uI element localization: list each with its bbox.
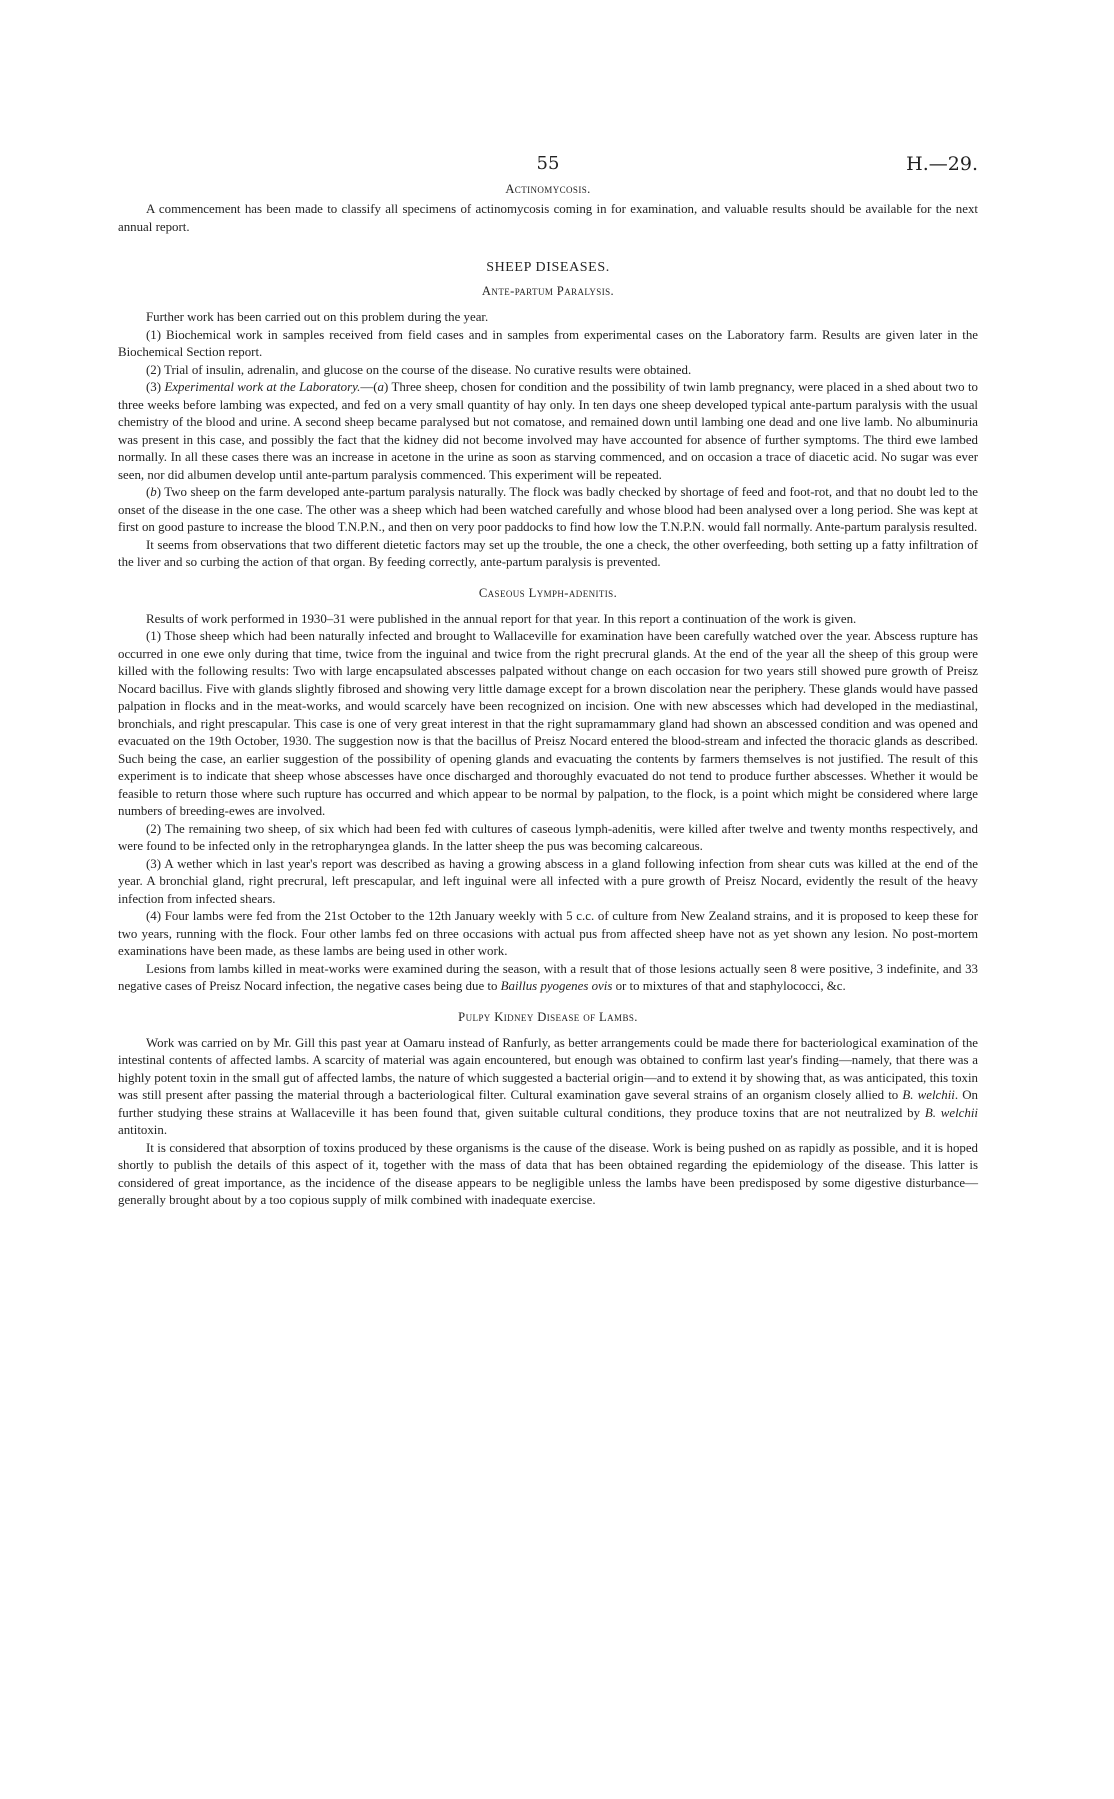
paragraph: It seems from observations that two different dietetic factors may set up the trouble, the one a check, the other overfeeding, both setting up a fatty infiltration of the liver and so curbing the action of that organ. By feeding correctly, ante-partum paralysis is prevented. [118, 537, 978, 569]
document-reference: H.—29. [906, 153, 978, 175]
paragraph: (2) The remaining two sheep, of six which had been fed with cultures of caseous lymph-adenitis, were killed after twelve and twenty months respectively, and were found to be infected only in the retropharyngea glands. In the latter sheep the pus was becoming calcareous. [118, 821, 978, 853]
page-header [118, 150, 978, 178]
paragraph: (1) Those sheep which had been naturally infected and brought to Wallaceville for examination have been carefully watched over the year. Abscess rupture has occurred in one ewe only during that time, twice from the inguinal and twice from the right precrural glands. At the end of the year all the sheep of this group were killed with the following results: Two with large encapsulated abscesses palpated without change on each occasion for two years still showed pure growth of Preisz Nocard bacillus. Five with glands slightly fibrosed and showing very little damage except for a brown discolation near the periphery. These glands would have passed palpation in flocks and in the meat-works, and would scarcely have been recognized on incision. One with new abscesses which had developed in the mediastinal, bronchials, and right prescapular. This case is one of very great interest in that the right supramammary gland had shown an abscessed condition and was opened and evacuated on the 19th October, 1930. The suggestion now is that the bacillus of Preisz Nocard entered the blood-stream and infected the thoracic glands as described. Such being the case, an earlier suggestion of the possibility of opening glands and evacuating the contents by farmers themselves is not justified. The result of this experiment is to indicate that sheep whose abscesses have once discharged and thoroughly evacuated do not tend to produce further abscesses. Whether it would be feasible to return those where such rupture has occurred and which appear to be normal by palpation, to the flock, is a point which might be considered where large numbers of breeding-ewes are involved. [118, 629, 978, 818]
paragraph: Lesions from lambs killed in meat-works were examined during the season, with a result that of those lesions actually seen 8 were positive, 3 indefinite, and 33 negative cases of Preisz Nocard infection, the negative cases being due to Baillus pyogenes ovis or to mixtures of that and staphylococci, &c. [118, 961, 978, 993]
section-heading-actinomycosis: Actinomycosis. [505, 182, 591, 196]
italic-text: Experimental work at the Laboratory. [164, 380, 361, 394]
paragraph: Further work has been carried out on this problem during the year. [146, 310, 489, 324]
section-heading-pulpy-kidney: Pulpy Kidney Disease of Lambs. [458, 1009, 638, 1024]
paragraph: (1) Biochemical work in samples received from field cases and in samples from experimental cases on the Laboratory farm. Results are given later in the Biochemical Section report. [118, 327, 978, 359]
section-heading-sheep-diseases: SHEEP DISEASES. [486, 260, 610, 275]
paragraph: (b) Two sheep on the farm developed ante-partum paralysis naturally. The flock was badly checked by shortage of feed and foot-rot, and that no doubt led to the onset of the disease in the one case. The other was a sheep which had been watched carefully and whose blood had been analysed over a long period. She was kept at first on good pasture to increase the blood T.N.P.N., and then on very poor paddocks to find how low the T.N.P.N. would fall normally. Ante-partum paralysis resulted. [118, 485, 978, 534]
paragraph: (4) Four lambs were fed from the 21st October to the 12th January weekly with 5 c.c. of culture from New Zealand strains, and it is proposed to keep these for two years, running with the flock. Four other lambs fed on three occasions with actual pus from affected sheep have not as yet shown any lesion. No post-mortem examinations have been made, as these lambs are being used in other work. [118, 909, 978, 958]
page-number: 55 [536, 153, 560, 174]
italic-text: Baillus pyogenes ovis [500, 979, 613, 993]
document-page [118, 150, 978, 1210]
paragraph: It is considered that absorption of toxins produced by these organisms is the cause of the disease. Work is being pushed on as rapidly as possible, and it is hoped shortly to publish the details of this aspect of it, together with the mass of data that has been obtained regarding the epidemiology of the disease. This latter is considered of great importance, as the incidence of the disease appears to be negligible unless the lambs have been predisposed by some digestive disturbance—generally brought about by a too copious supply of milk combined with inadequate exercise. [118, 1140, 978, 1207]
paragraph: A commencement has been made to classify all specimens of actinomycosis coming in for examination, and valuable results should be available for the next annual report. [118, 202, 978, 234]
paragraph: (3) A wether which in last year's report was described as having a growing abscess in a gland following infection from shear cuts was killed at the end of the year. A bronchial gland, right precrural, left prescapular, and left inguinal were all infected with a pure growth of Preisz Nocard, evidently the result of the heavy infection from infected shears. [118, 856, 978, 906]
paragraph: Results of work performed in 1930–31 were published in the annual report for that year. In this report a continuation of the work is given. [146, 611, 857, 626]
section-heading-caseous: Caseous Lymph-adenitis. [478, 585, 618, 600]
paragraph: (2) Trial of insulin, adrenalin, and glucose on the course of the disease. No curative results were obtained. [146, 362, 692, 377]
paragraph: (3) Experimental work at the Laboratory.—(a) Three sheep, chosen for condition and the possibility of twin lamb pregnancy, were placed in a shed about two to three weeks before lambing was expected, and fed on a very small quantity of hay only. In ten days one sheep developed typical ante-partum paralysis with the usual chemistry of the blood and urine. A second sheep became paralysed but not comatose, and remained down until lambing one dead and one live lamb. No albuminuria was present in this case, and possibly the fact that the kidney did not become involved may have accounted for absence of further symptoms. The third ewe lambed normally. In all these cases there was an increase in acetone in the urine as soon as starving commenced, and on occasion a trace of diacetic acid. No sugar was ever seen, nor did albumen develop until ante-partum paralysis commenced. This experiment will be repeated. [118, 380, 978, 482]
section-heading-ante-partum: Ante-partum Paralysis. [481, 284, 615, 298]
italic-text: B. welchii [924, 1105, 978, 1120]
paragraph: Work was carried on by Mr. Gill this past year at Oamaru instead of Ranfurly, as better arrangements could be made there for bacteriological examination of the intestinal contents of affected lambs. A scarcity of material was again encountered, but enough was obtained to confirm last year's finding—namely, that there was a highly potent toxin in the small gut of affected lambs, the nature of which suggested a bacterial origin—and to extend it by showing that, as was anticipated, this toxin was still present after passing the material through a bacteriological filter. Cultural examination gave several strains of an organism closely allied to B. welchii. On further studying these strains at Wallaceville it has been found that, given suitable cultural conditions, they produce toxins that are not neutralized by B. welchii antitoxin. [118, 1035, 979, 1137]
italic-text: B. welchii [902, 1088, 955, 1102]
